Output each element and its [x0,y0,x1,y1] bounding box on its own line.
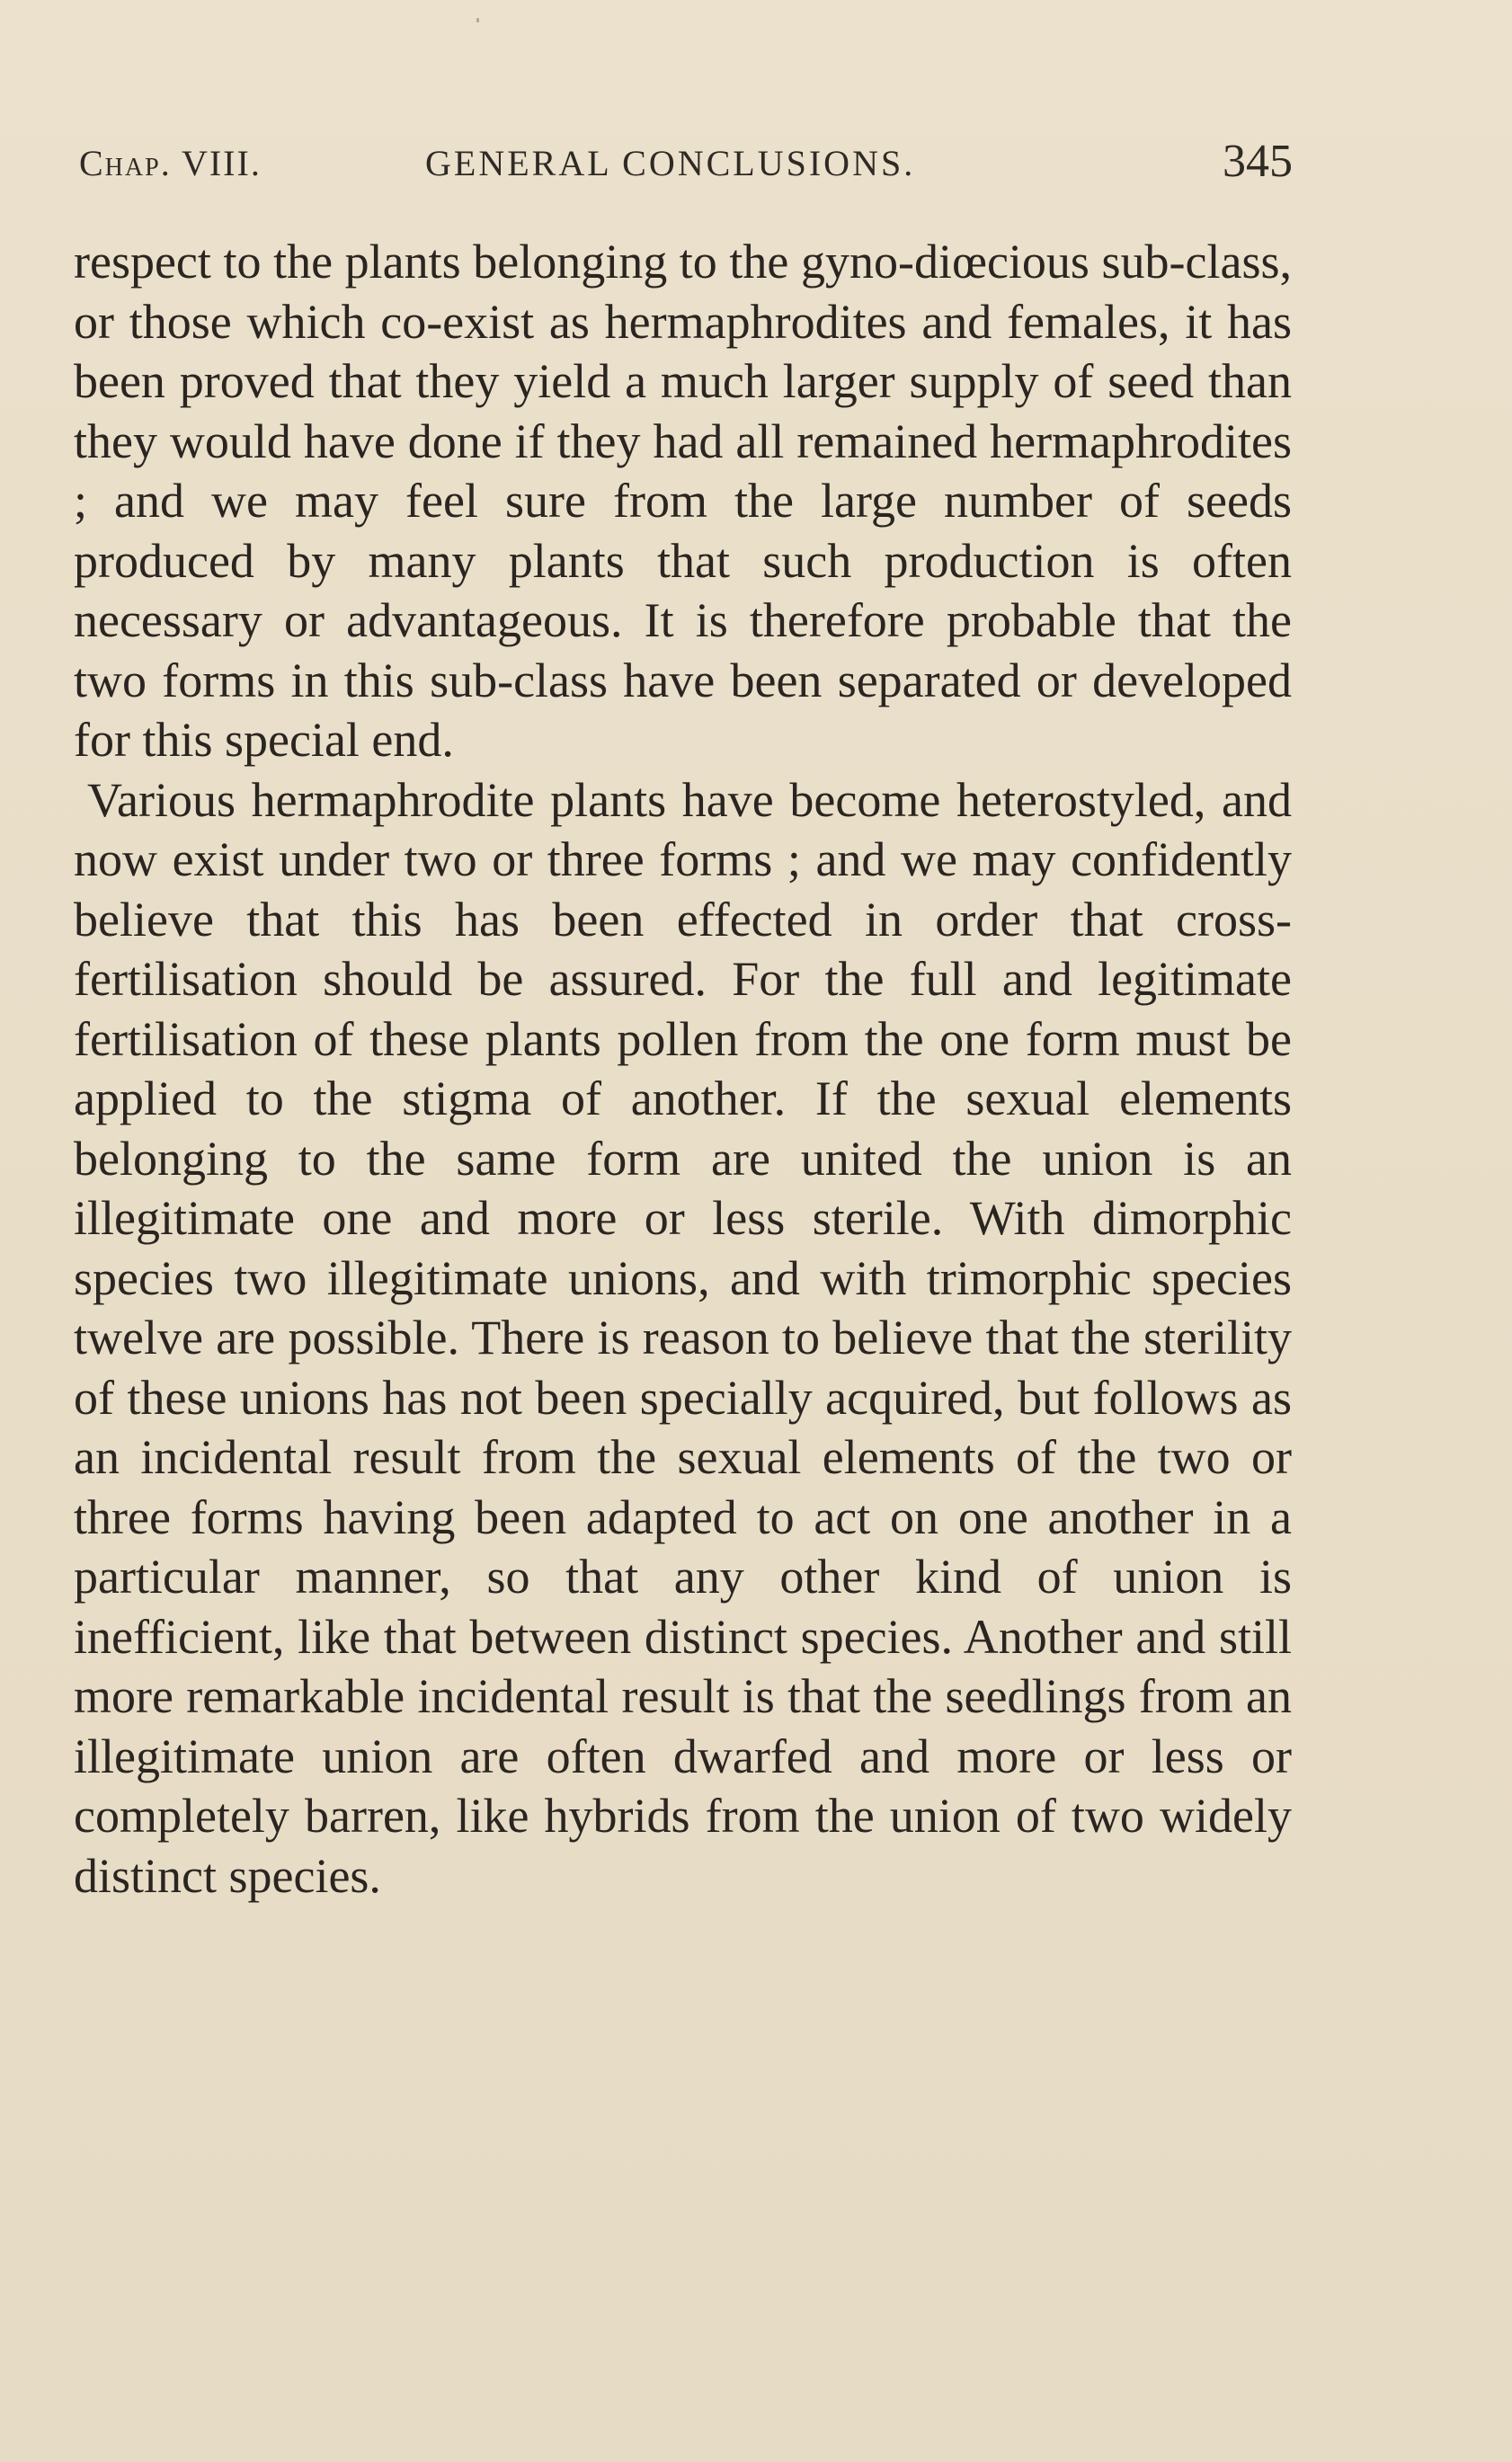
paragraph: respect to the plants belonging to the gyno-diœcious sub-class, or those which co-exist as hermaphrodites and females, it has been proved that they yield a much larger supply of seed than they would have done if they had all remained hermaphrodites ; and we may feel sure from the large number of seeds produced by many plants that such production is often necessary or advantageous. It is therefore probable that the two forms in this sub-class have been separated or developed for this special end. [74,235,1292,767]
paragraph: Various hermaphrodite plants have become heterostyled, and now exist under two or three forms ; and we may confidently believe that this has been effected in order that cross-fertilisation should be assured. For the full and legitimate fertilisation of these plants pollen from the one form must be applied to the stigma of another. If the sexual elements belonging to the same form are united the union is an illegitimate one and more or less sterile. With dimorphic species two illegitimate unions, and with trimorphic species twelve are possible. There is reason to believe that the sterility of these unions has not been specially acquired, but follows as an incidental result from the sexual elements of the two or three forms having been adapted to act on one another in a particular manner, so that any other kind of union is inefficient, like that between distinct species. Another and still more remarkable incidental result is that the seedlings from an illegitimate union are often dwarfed and more or less or completely barren, like hybrids from the union of two widely distinct species. [74,772,1292,1903]
chapter-title: GENERAL CONCLUSIONS. [425,143,916,183]
chapter-label: Chap. VIII. [79,143,262,183]
running-head [79,135,1293,189]
paper-speck [476,18,479,22]
page-number: 345 [1223,136,1293,187]
body-text [74,232,1292,1906]
